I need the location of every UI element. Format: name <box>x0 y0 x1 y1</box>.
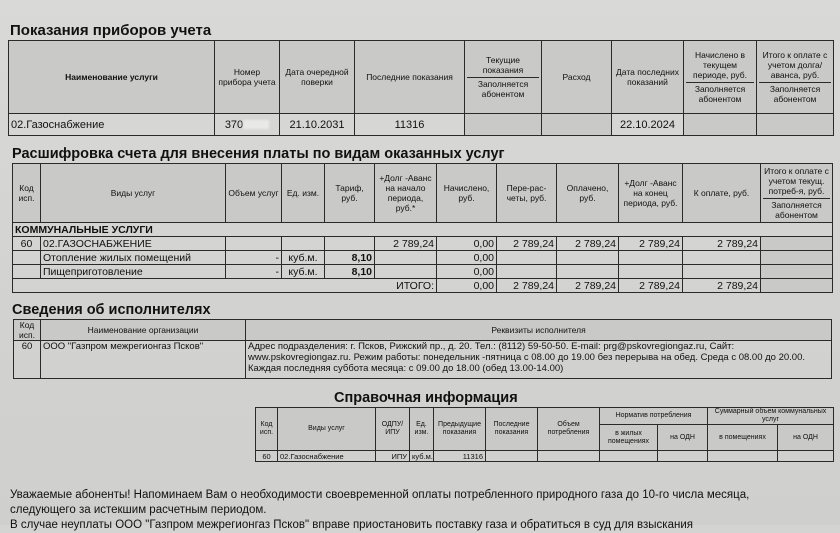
charged-label: Начислено в текущем периоде, руб. <box>693 50 747 80</box>
main-debt-start: 2 789,24 <box>375 237 437 251</box>
meter-last-date: 22.10.2024 <box>612 114 684 136</box>
details-line-3: Каждая последняя суббота месяца: с 09.00 до 18.00 (обед 13.00-14.00) <box>248 363 564 374</box>
executors-title: Сведения об исполнителях <box>12 302 211 318</box>
breakdown-title: Расшифровка счета для внесения платы по видам оказанных услуг <box>12 146 505 162</box>
executor-details <box>246 341 832 379</box>
sub-tariff: 8,10 <box>325 251 375 265</box>
ref-service: 02.Газоснабжение <box>278 451 376 462</box>
ref-unit: куб.м. <box>410 451 434 462</box>
col-service: Виды услуг <box>41 164 226 223</box>
col-usage: Расход <box>542 41 612 114</box>
total-to-pay-sub: Заполняется абонентом <box>763 198 830 220</box>
meter-last-reading: 11316 <box>355 114 465 136</box>
col-norm-odn: на ОДН <box>658 425 708 451</box>
meter-usage-input[interactable] <box>542 114 612 136</box>
main-total-input[interactable] <box>761 237 833 251</box>
redacted-blur <box>243 120 269 129</box>
sub-code <box>13 251 41 265</box>
col-code: Код исп. <box>13 164 41 223</box>
meter-number <box>215 114 280 136</box>
ref-odpu: ИПУ <box>376 451 410 462</box>
col-norm-res: в жилых помещениях <box>600 425 658 451</box>
main-debt-end: 2 789,24 <box>619 237 683 251</box>
col-recalc: Пере-рас-четы, руб. <box>497 164 557 223</box>
charged-sub: Заполняется абонентом <box>686 82 754 104</box>
sub-charged: 0,00 <box>437 251 497 265</box>
total-recalc: 2 789,24 <box>497 279 557 293</box>
to-pay-sub: Заполняется абонентом <box>759 82 831 104</box>
col-unit: Ед. изм. <box>282 164 325 223</box>
details-line-2: www.pskovregiongaz.ru. Режим работы: понедельник -пятница с 08.00 до 19.00 без перерыва на обед. Среда с 08.00 до 20.00. <box>248 352 805 363</box>
reference-table <box>255 407 834 462</box>
sub-debt-start <box>375 265 437 279</box>
executor-org: ООО "Газпром межрегионгаз Псков" <box>41 341 246 379</box>
col-volume: Объем потребления <box>538 408 600 451</box>
col-code: Код исп. <box>256 408 278 451</box>
col-volume: Объем услуг <box>226 164 282 223</box>
sub-tariff: 8,10 <box>325 265 375 279</box>
col-norm: Норматив потребления <box>600 408 708 425</box>
meter-number-text: 370 <box>224 118 244 131</box>
executors-table <box>13 319 832 379</box>
sub-volume: - <box>226 251 282 265</box>
ref-code: 60 <box>256 451 278 462</box>
col-meter-number: Номер прибора учета <box>215 41 280 114</box>
reference-title: Справочная информация <box>334 390 518 406</box>
main-tariff <box>325 237 375 251</box>
sub-code <box>13 265 41 279</box>
total-to-pay-label: Итого к оплате с учетом текущ. потреб-я, руб. <box>764 166 829 196</box>
reference-row <box>256 451 834 462</box>
meters-row <box>9 114 834 136</box>
col-sum-odn: на ОДН <box>778 425 834 451</box>
col-to-pay <box>757 41 834 114</box>
col-org: Наименование организации <box>41 320 246 341</box>
total-debt-end: 2 789,24 <box>619 279 683 293</box>
total-row <box>13 279 833 293</box>
col-total-to-pay <box>761 164 833 223</box>
executor-code: 60 <box>14 341 41 379</box>
total-to-pay: 2 789,24 <box>683 279 761 293</box>
footer-notice <box>10 488 830 533</box>
footer-line-3: В случае неуплаты ООО "Газпром межрегионгаз Псков" вправе приостановить поставку газа и обратиться в суд для взыскания <box>10 519 693 531</box>
main-volume <box>226 237 282 251</box>
sub-row <box>13 265 833 279</box>
meter-current-input[interactable] <box>465 114 542 136</box>
main-paid: 2 789,24 <box>557 237 619 251</box>
main-charged: 0,00 <box>437 237 497 251</box>
main-unit <box>282 237 325 251</box>
col-paid: Оплачено, руб. <box>557 164 619 223</box>
meters-title: Показания приборов учета <box>10 22 212 39</box>
col-code: Код исп. <box>14 320 41 341</box>
col-debt-end: +Долг -Аванс на конец периода, руб. <box>619 164 683 223</box>
meters-table <box>8 40 834 136</box>
current-label: Текущие показания <box>482 55 524 75</box>
ref-prev: 11316 <box>434 451 486 462</box>
main-to-pay: 2 789,24 <box>683 237 761 251</box>
main-service: 02.ГАЗОСНАБЖЕНИЕ <box>41 237 226 251</box>
meter-to-pay-input[interactable] <box>757 114 834 136</box>
group-row: КОММУНАЛЬНЫЕ УСЛУГИ <box>13 223 833 237</box>
main-recalc: 2 789,24 <box>497 237 557 251</box>
col-current-reading <box>465 41 542 114</box>
col-last: Последние показания <box>486 408 538 451</box>
details-line-1: Адрес подразделения: г. Псков, Рижский пр., д. 20. Тел.: (8112) 59-50-50. E-mail: prg@pskovregiongaz.ru, Сайт: <box>248 341 735 352</box>
meter-charged-input[interactable] <box>684 114 757 136</box>
sub-volume: - <box>226 265 282 279</box>
main-service-row <box>13 237 833 251</box>
footer-line-1: Уважаемые абоненты! Напоминаем Вам о необходимости своевременной оплаты потребленного природного газа до 10-го числа месяца, <box>10 489 750 501</box>
col-to-pay: К оплате, руб. <box>683 164 761 223</box>
sub-unit: куб.м. <box>282 265 325 279</box>
total-charged: 0,00 <box>437 279 497 293</box>
sub-debt-start <box>375 251 437 265</box>
breakdown-table <box>12 163 833 293</box>
to-pay-label: Итого к оплате с учетом долга/аванса, руб. <box>762 50 828 80</box>
executor-row <box>14 341 832 379</box>
sub-service: Отопление жилых помещений <box>41 251 226 265</box>
col-last-reading: Последние показания <box>355 41 465 114</box>
main-code: 60 <box>13 237 41 251</box>
col-prev: Предыдущие показания <box>434 408 486 451</box>
col-charged <box>684 41 757 114</box>
meter-check-date: 21.10.2031 <box>280 114 355 136</box>
col-tariff: Тариф, руб. <box>325 164 375 223</box>
col-charged: Начислено, руб. <box>437 164 497 223</box>
col-service: Виды услуг <box>278 408 376 451</box>
col-unit: Ед. изм. <box>410 408 434 451</box>
current-sub: Заполняется абонентом <box>467 77 539 99</box>
col-last-date: Дата последних показаний <box>612 41 684 114</box>
col-sum-res: в помещениях <box>708 425 778 451</box>
sub-service: Пищеприготовление <box>41 265 226 279</box>
meter-service: 02.Газоснабжение <box>9 114 215 136</box>
col-details: Реквизиты исполнителя <box>246 320 832 341</box>
col-sum: Суммарный объем коммунальных услуг <box>708 408 834 425</box>
col-check-date: Дата очередной поверки <box>280 41 355 114</box>
sub-unit: куб.м. <box>282 251 325 265</box>
col-service: Наименование услуги <box>9 41 215 114</box>
col-debt-start: +Долг -Аванс на начало периода, руб.* <box>375 164 437 223</box>
total-input[interactable] <box>761 279 833 293</box>
total-label: ИТОГО: <box>13 279 437 293</box>
col-odpu: ОДПУ/ ИПУ <box>376 408 410 451</box>
total-paid: 2 789,24 <box>557 279 619 293</box>
sub-charged: 0,00 <box>437 265 497 279</box>
sub-row <box>13 251 833 265</box>
footer-line-2: следующего за истекшим расчетным периодом. <box>10 504 267 516</box>
